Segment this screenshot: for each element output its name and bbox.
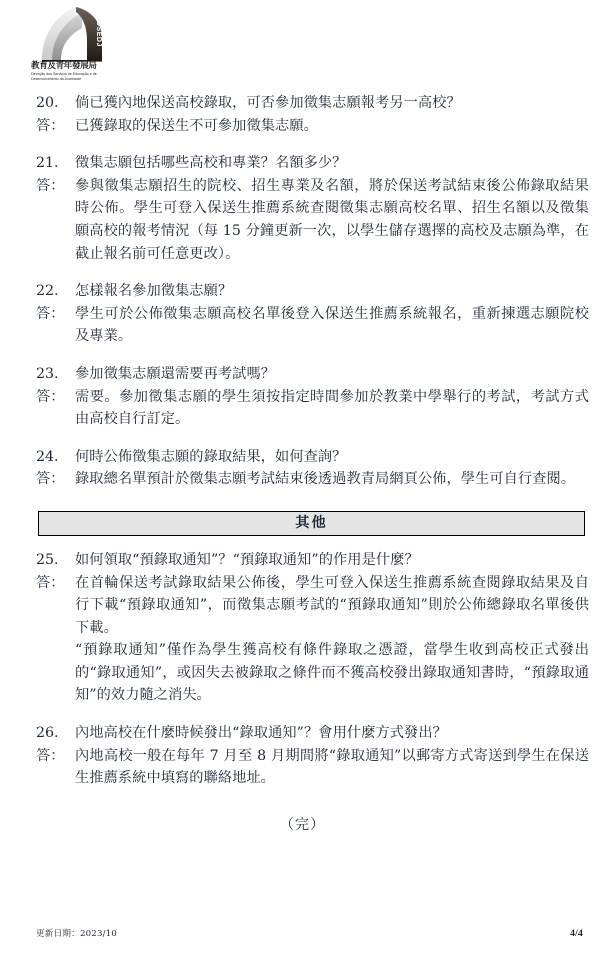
question-row <box>0 280 605 303</box>
question-number: 22. <box>36 283 59 300</box>
spacer <box>0 431 605 446</box>
question-text: 倘已獲內地保送高校錄取，可否參加徵集志願報考另一高校？ <box>75 95 461 111</box>
question-row <box>0 152 605 175</box>
answer-text: 已獲錄取的保送生不可參加徵集志願。 <box>75 117 318 134</box>
section-header-title: 其他 <box>38 511 585 536</box>
question-number: 21. <box>36 155 59 172</box>
page-footer <box>0 927 605 939</box>
answer-row <box>0 303 605 348</box>
logo-name-chinese: 教育及青年發展局 <box>31 61 97 71</box>
answer-text <box>75 572 589 708</box>
question-number: 25. <box>36 551 59 568</box>
faq-item-23 <box>0 363 605 431</box>
logo-acronym: DSEDJ <box>95 21 102 47</box>
question-number: 24. <box>36 448 59 465</box>
section-header-band <box>0 511 605 536</box>
question-row <box>0 363 605 386</box>
answer-text: 學生可於公佈徵集志願高校名單後登入保送生推薦系統報名，重新揀選志願院校及專業。 <box>75 305 589 345</box>
question-text: 內地高校在什麼時候發出“錄取通知”？會用什麼方式發出？ <box>75 725 447 742</box>
question-text: 怎樣報名參加徵集志願？ <box>75 283 233 300</box>
question-text: 參加徵集志願還需要再考試嗎？ <box>75 365 276 382</box>
end-marker: （完） <box>279 816 326 833</box>
letterhead <box>28 6 128 84</box>
answer-text: 需要。參加徵集志願的學生須按指定時間參加於教業中學舉行的考試，考試方式由高校自行訂定。 <box>75 388 589 428</box>
question-number: 20. <box>36 95 59 111</box>
answer-row <box>0 468 605 491</box>
answer-text: 內地高校一般在每年 7 月至 8 月期間將“錄取通知”以郵寄方式寄送到學生在保送生推薦系統中填寫的聯絡地址。 <box>75 747 589 787</box>
faq-item-20 <box>0 92 605 137</box>
question-text: 何時公佈徵集志願的錄取結果，如何查詢？ <box>75 448 347 465</box>
question-number: 23. <box>36 365 59 382</box>
answer-row <box>0 115 605 138</box>
answer-label: 答： <box>36 177 65 194</box>
answer-label: 答： <box>36 747 65 764</box>
dsedj-logo-icon <box>32 6 108 62</box>
answer-row <box>0 745 605 790</box>
update-date: 更新日期：2023/10 <box>36 929 118 939</box>
spacer <box>0 536 605 549</box>
answer-row <box>0 175 605 265</box>
spacer <box>0 790 605 814</box>
logo-name-portuguese: Direcção dos Serviços de Educação e de Desenvolvimento da Juventude <box>31 72 97 81</box>
question-row <box>0 446 605 469</box>
answer-row <box>0 386 605 431</box>
answer-paragraph: “預錄取通知”僅作為學生獲高校有條件錄取之憑證，當學生收到高校正式發出的“錄取通知”，或因失去被錄取之條件而不獲高校發出錄取通知書時，“預錄取通知”的效力隨之消失。 <box>75 642 589 704</box>
spacer <box>0 707 605 722</box>
faq-item-25 <box>0 549 605 707</box>
answer-row <box>0 572 605 708</box>
answer-text: 錄取總名單預計於徵集志願考試結束後透過教青局網頁公佈，學生可自行查閱。 <box>75 471 576 488</box>
question-row <box>0 549 605 572</box>
answer-label: 答： <box>36 471 65 488</box>
question-text: 徵集志願包括哪些高校和專業？名額多少？ <box>75 155 347 172</box>
answer-label: 答： <box>36 388 65 405</box>
faq-item-22 <box>0 280 605 348</box>
spacer <box>0 348 605 363</box>
page-number: 4/4 <box>570 928 583 939</box>
faq-item-24 <box>0 446 605 491</box>
spacer <box>0 491 605 511</box>
faq-item-21 <box>0 152 605 265</box>
spacer <box>0 137 605 152</box>
question-row <box>0 722 605 745</box>
question-text: 如何領取“預錄取通知”？“預錄取通知”的作用是什麼？ <box>75 551 419 568</box>
faq-item-26 <box>0 722 605 790</box>
question-number: 26. <box>36 725 59 742</box>
spacer <box>0 265 605 280</box>
answer-label: 答： <box>36 117 65 134</box>
answer-paragraph: 在首輪保送考試錄取結果公佈後，學生可登入保送生推薦系統查閱錄取結果及自行下載“預錄取通知”，而徵集志願考試的“預錄取通知”則於公佈總錄取名單後供下載。 <box>75 574 589 636</box>
answer-label: 答： <box>36 574 65 591</box>
answer-text: 參與徵集志願招生的院校、招生專業及名額，將於保送考試結束後公佈錄取結果時公佈。學生可登入保送生推薦系統查閱徵集志願高校名單、招生名額以及徵集願高校的報考情況（每 15 分鐘更新一次，以學生儲存選擇的高校及志願為準，在截止報名前可任意更改）。 <box>75 177 589 262</box>
question-row <box>0 92 605 115</box>
faq-content <box>0 92 605 836</box>
answer-label: 答： <box>36 305 65 322</box>
